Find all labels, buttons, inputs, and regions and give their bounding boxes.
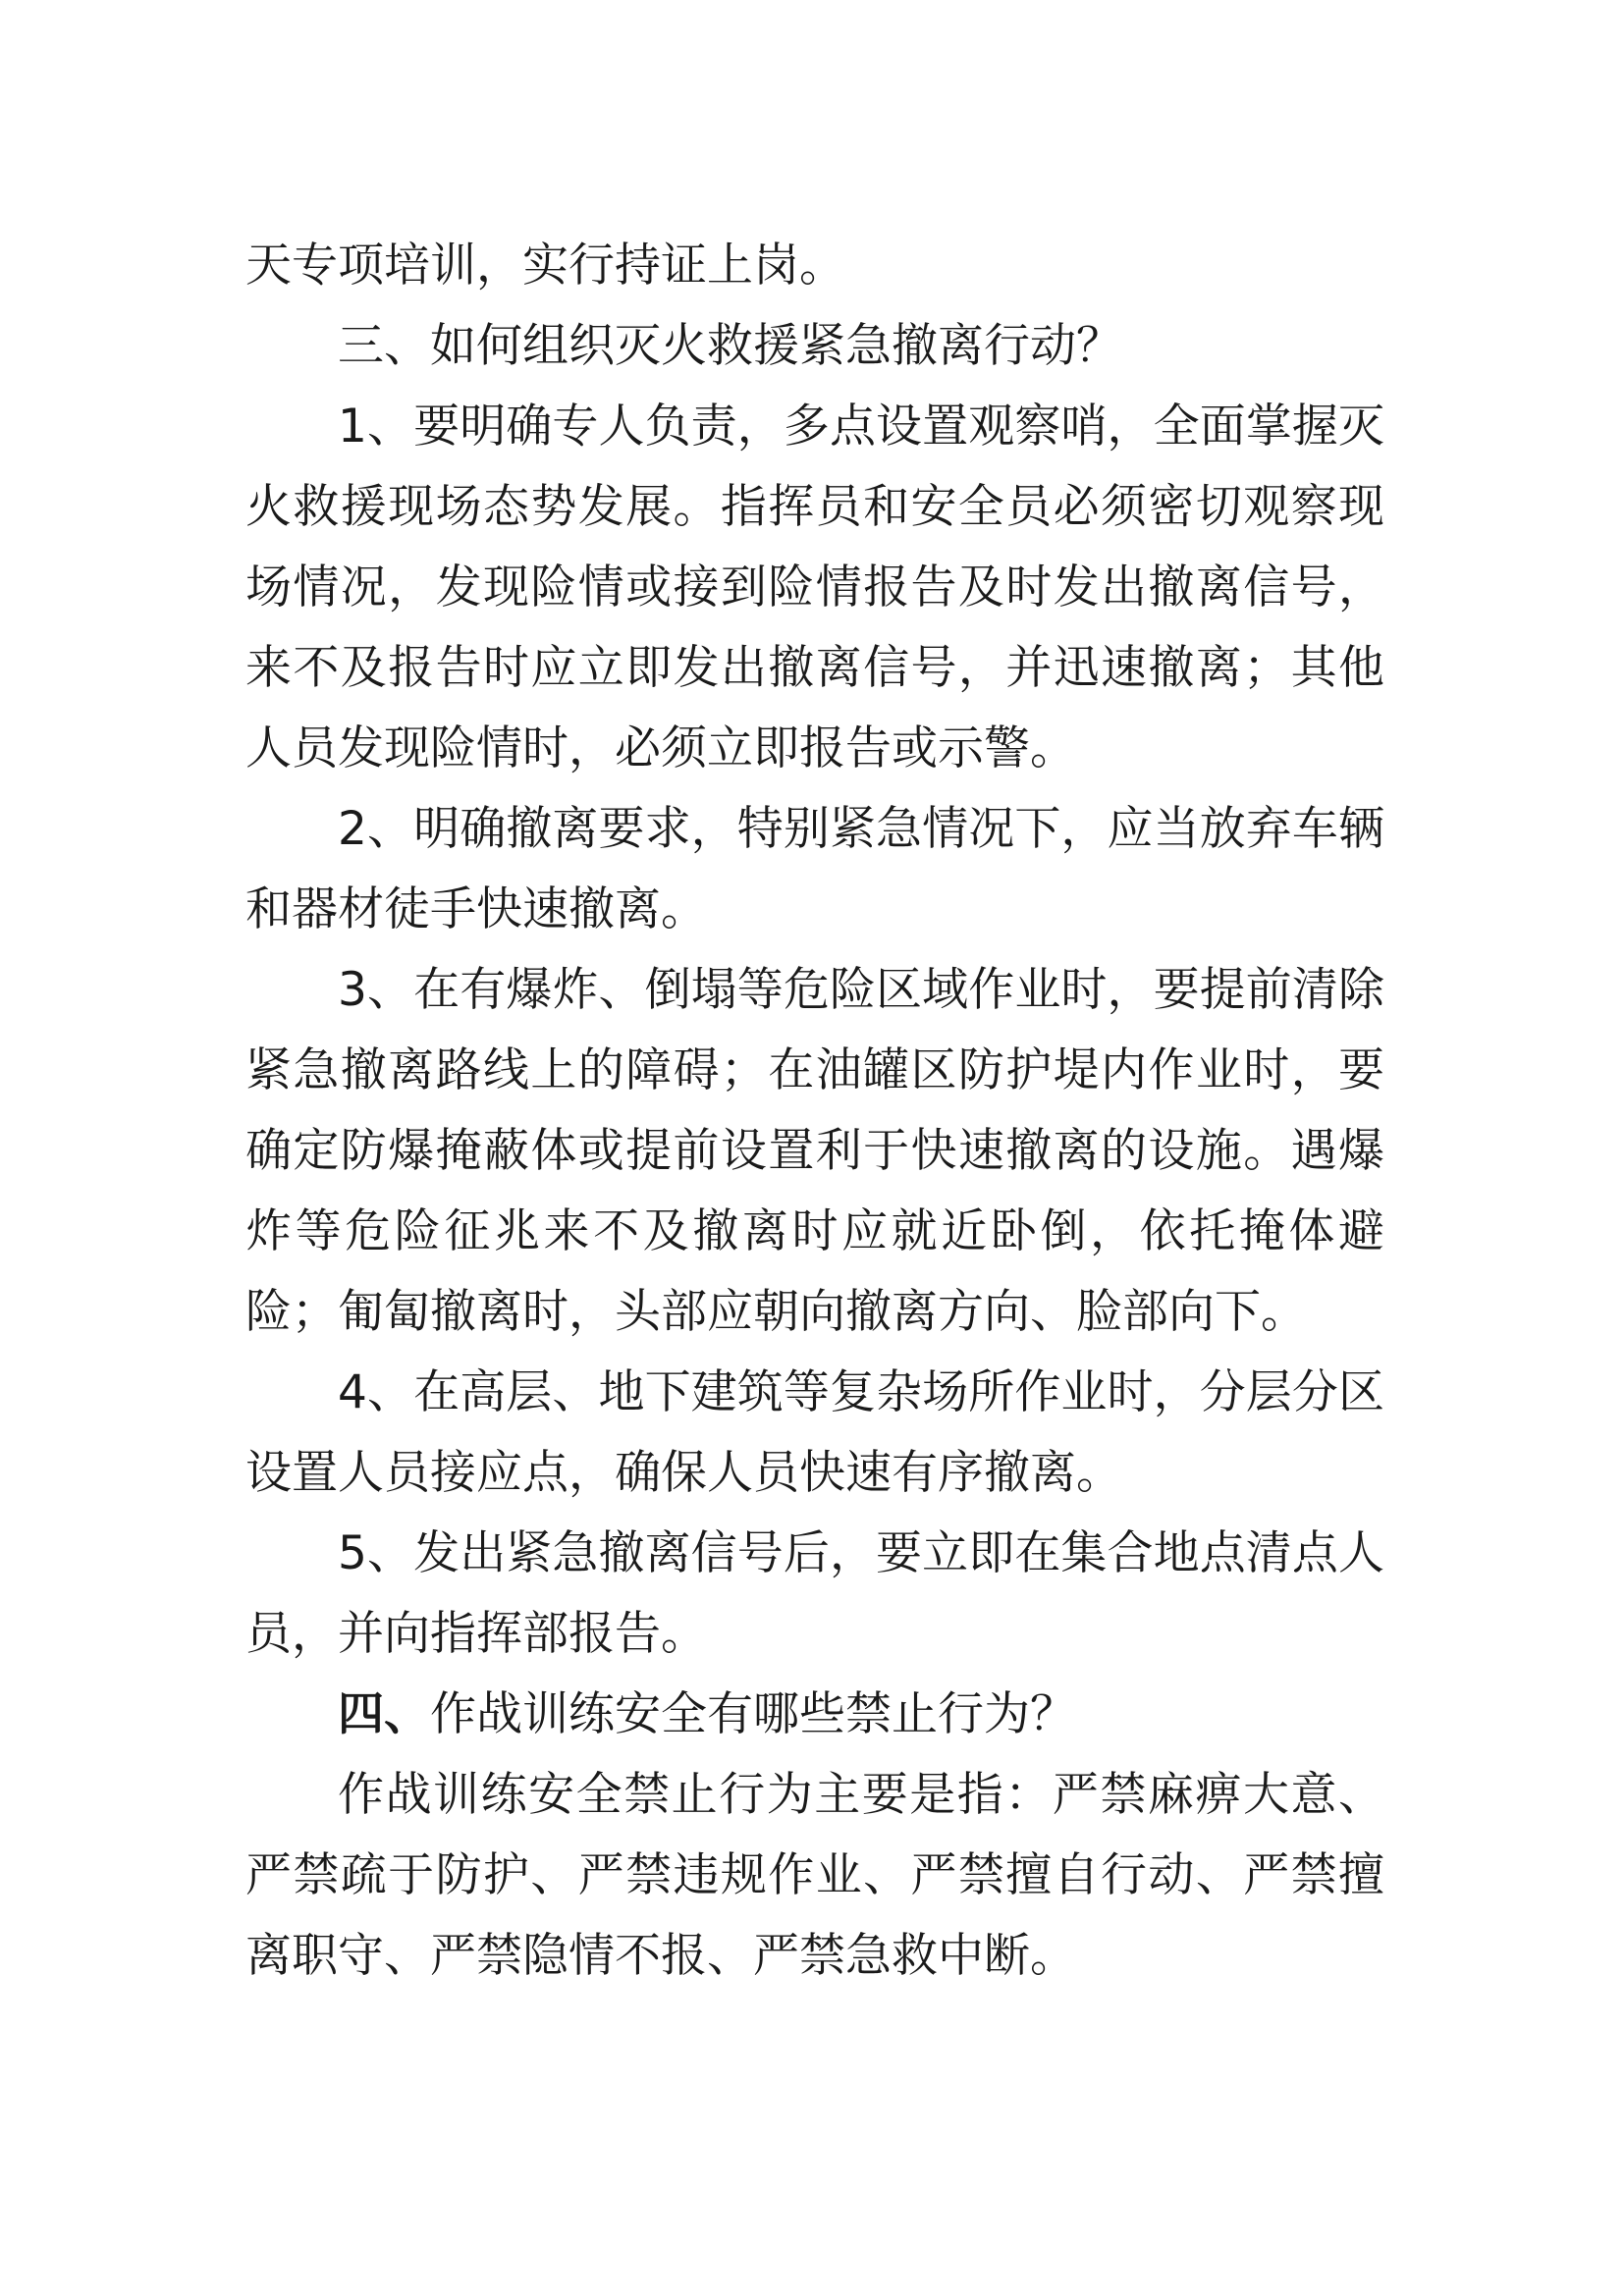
- document-body: [245, 226, 1384, 1997]
- prohibited-behaviors-paragraph: 作战训练安全禁止行为主要是指：严禁麻痹大意、严禁疏于防护、严禁违规作业、严禁擅自行动、严禁擅离职守、严禁隐情不报、严禁急救中断。: [245, 1768, 1384, 1983]
- section-heading-four: [245, 1675, 1384, 1755]
- list-item-1: 1、要明确专人负责，多点设置观察哨，全面掌握灭火救援现场态势发展。指挥员和安全员必须密切观察现场情况，发现险情或接到险情报告及时发出撤离信号，来不及报告时应立即发出撤离信号，并迅速撤离；其他人员发现险情时，必须立即报告或示警。: [245, 400, 1384, 775]
- paragraph-continuation: 天专项培训，实行持证上岗。: [245, 239, 845, 293]
- list-item-4: 4、在高层、地下建筑等复杂场所作业时，分层分区设置人员接应点，确保人员快速有序撤离。: [245, 1365, 1384, 1500]
- list-item-5: 5、发出紧急撤离信号后，要立即在集合地点清点人员，并向指挥部报告。: [245, 1526, 1384, 1661]
- section-heading-three: 三、如何组织灭火救援紧急撤离行动？: [338, 319, 1122, 373]
- list-item-2: 2、明确撤离要求，特别紧急情况下，应当放弃车辆和器材徒手快速撤离。: [245, 802, 1384, 936]
- list-item-3: 3、在有爆炸、倒塌等危险区域作业时，要提前清除紧急撤离路线上的障碍；在油罐区防护堤内作业时，要确定防爆掩蔽体或提前设置利于快速撤离的设施。遇爆炸等危险征兆来不及撤离时应就近卧倒，依托掩体避险；匍匐撤离时，头部应朝向撤离方向、脸部向下。: [245, 963, 1384, 1339]
- section-heading-four-text: 作战训练安全有哪些禁止行为？: [430, 1687, 1076, 1741]
- section-number-four: 四、: [338, 1687, 430, 1741]
